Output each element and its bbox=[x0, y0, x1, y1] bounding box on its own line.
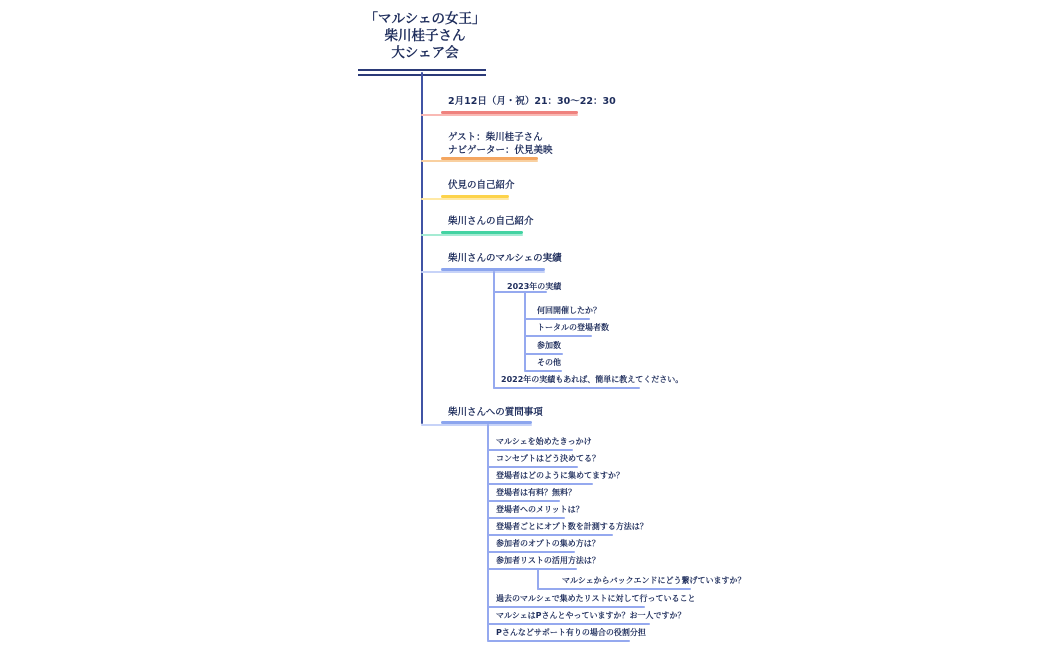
node-2023-other[interactable] bbox=[537, 358, 561, 368]
node-guest-line1: ゲスト：柴川桂子さん bbox=[448, 132, 543, 143]
node-q-concept[interactable] bbox=[496, 454, 600, 464]
date-branch-connector bbox=[421, 114, 578, 116]
2022-underline bbox=[493, 387, 640, 389]
node-q-gather-speakers[interactable] bbox=[496, 471, 624, 481]
node-questions-label: 柴川さんへの質問事項 bbox=[448, 407, 543, 418]
2023-underline bbox=[493, 291, 547, 293]
backend-branch-line bbox=[537, 568, 539, 590]
node-q-trigger[interactable] bbox=[496, 437, 592, 447]
node-q-opt-measure-label: 登場者ごとにオプト数を計測する方法は？ bbox=[496, 522, 648, 531]
node-fushimi-intro[interactable] bbox=[448, 179, 515, 192]
shibakawa-branch-connector bbox=[421, 234, 523, 236]
2023-subtrunk-line bbox=[524, 292, 526, 371]
node-q-paid-free[interactable] bbox=[496, 488, 576, 498]
2023-participants-underline bbox=[524, 353, 563, 355]
node-results-label: 柴川さんのマルシェの実績 bbox=[448, 253, 562, 264]
node-shibakawa-intro-label: 柴川さんの自己紹介 bbox=[448, 216, 534, 227]
node-2022-results[interactable] bbox=[501, 375, 683, 385]
node-q-trigger-label: マルシェを始めたきっかけ bbox=[496, 437, 592, 446]
root-title-line2: 柴川桂子さん bbox=[384, 28, 466, 44]
main-trunk-line bbox=[421, 72, 423, 424]
node-fushimi-intro-label: 伏見の自己紹介 bbox=[448, 180, 515, 191]
node-q-list-use[interactable] bbox=[496, 556, 600, 566]
node-results[interactable] bbox=[448, 252, 562, 265]
node-q-merit-label: 登場者へのメリットは？ bbox=[496, 505, 584, 514]
2023-other-underline bbox=[524, 370, 562, 372]
node-q-past-list-label: 過去のマルシェで集めたリストに対して行っていること bbox=[496, 594, 696, 603]
node-2023-participants[interactable] bbox=[537, 341, 561, 351]
node-guest[interactable] bbox=[448, 131, 553, 157]
q-opt-measure-underline bbox=[487, 534, 613, 536]
q-role-split-underline bbox=[487, 640, 630, 642]
2023-total-underline bbox=[524, 335, 592, 337]
node-2023-count[interactable] bbox=[537, 306, 601, 316]
q-opt-collect-underline bbox=[487, 551, 575, 553]
node-shibakawa-intro[interactable] bbox=[448, 215, 534, 228]
fushimi-branch-underline bbox=[441, 195, 509, 199]
node-guest-line2: ナビゲーター：伏見美映 bbox=[448, 145, 553, 156]
node-2023-count-label: 何回開催したか？ bbox=[537, 306, 601, 315]
results-subtrunk-line bbox=[493, 271, 495, 389]
q-concept-underline bbox=[487, 466, 578, 468]
node-q-opt-collect[interactable] bbox=[496, 539, 600, 549]
node-2023-participants-label: 参加数 bbox=[537, 341, 561, 350]
guest-branch-underline bbox=[441, 157, 538, 161]
node-q-backend[interactable] bbox=[562, 576, 745, 586]
node-q-role-split[interactable] bbox=[496, 628, 646, 638]
q-gather-speakers-underline bbox=[487, 483, 593, 485]
questions-branch-connector bbox=[421, 424, 532, 426]
q-merit-underline bbox=[487, 517, 565, 519]
node-q-with-partner[interactable] bbox=[496, 611, 686, 621]
node-date-label: 2月12日（月・祝）21：30〜22：30 bbox=[448, 96, 616, 107]
q-paid-free-underline bbox=[487, 500, 560, 502]
shibakawa-branch-underline bbox=[441, 231, 523, 235]
q-with-partner-underline bbox=[487, 623, 650, 625]
node-q-past-list[interactable] bbox=[496, 594, 695, 604]
node-q-concept-label: コンセプトはどう決めてる？ bbox=[496, 454, 600, 463]
date-branch-underline bbox=[441, 111, 578, 115]
node-2023-results-label: 2023年の実績 bbox=[507, 282, 562, 291]
node-2023-other-label: その他 bbox=[537, 358, 561, 367]
results-branch-connector bbox=[421, 271, 545, 273]
q-backend-underline bbox=[537, 588, 691, 590]
node-questions[interactable] bbox=[448, 406, 543, 419]
fushimi-branch-connector bbox=[421, 198, 509, 200]
root-title-line3: 大シェア会 bbox=[391, 45, 459, 61]
node-2023-total-label: トータルの登場者数 bbox=[537, 323, 609, 332]
node-date[interactable] bbox=[448, 95, 616, 108]
2023-count-underline bbox=[524, 318, 590, 320]
node-q-merit[interactable] bbox=[496, 505, 584, 515]
questions-subtrunk-line bbox=[487, 424, 489, 641]
node-q-backend-label: マルシェからバックエンドにどう繋げていますか？ bbox=[562, 576, 746, 585]
root-topic[interactable] bbox=[325, 11, 525, 62]
node-q-opt-measure[interactable] bbox=[496, 522, 648, 532]
node-q-role-split-label: Pさんなどサポート有りの場合の役割分担 bbox=[496, 628, 646, 637]
node-q-opt-collect-label: 参加者のオプトの集め方は？ bbox=[496, 539, 600, 548]
node-2023-total[interactable] bbox=[537, 323, 609, 333]
node-q-gather-speakers-label: 登場者はどのように集めてますか？ bbox=[496, 471, 624, 480]
node-2022-results-label: 2022年の実績もあれば、簡単に教えてください。 bbox=[501, 375, 684, 384]
q-past-list-underline bbox=[487, 606, 645, 608]
root-title-line1: 「マルシェの女王」 bbox=[364, 11, 486, 27]
node-q-list-use-label: 参加者リストの活用方法は？ bbox=[496, 556, 600, 565]
q-list-use-underline bbox=[487, 568, 577, 570]
q-trigger-underline bbox=[487, 449, 573, 451]
node-q-with-partner-label: マルシェはPさんとやっていますか？お一人ですか？ bbox=[496, 611, 686, 620]
node-q-paid-free-label: 登場者は有料？無料？ bbox=[496, 488, 576, 497]
guest-branch-connector bbox=[421, 160, 538, 162]
